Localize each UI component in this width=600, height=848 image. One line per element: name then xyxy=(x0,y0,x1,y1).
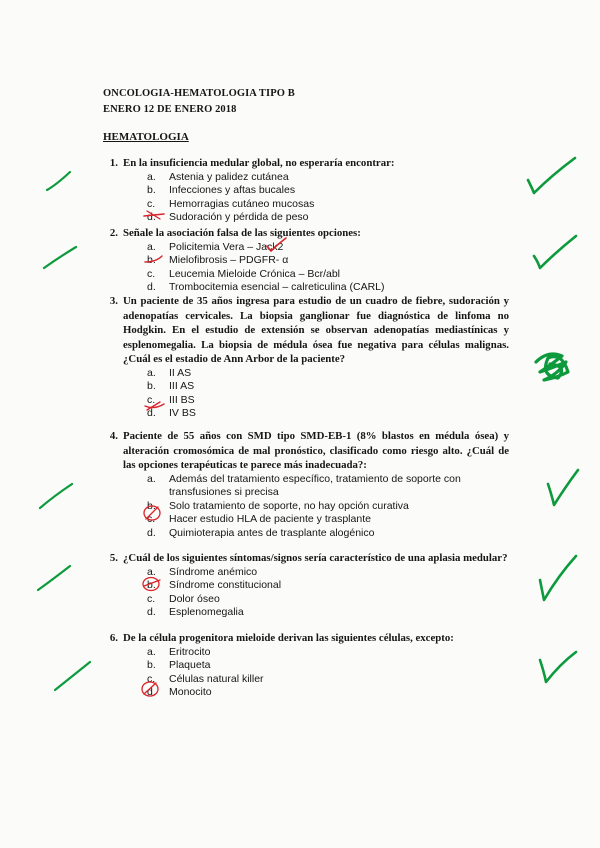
question-text: Señale la asociación falsa de las siguientes opciones: xyxy=(123,227,361,239)
option-letter: d. xyxy=(147,606,156,618)
option-letter: b. xyxy=(147,380,156,392)
option-letter: d. xyxy=(147,526,156,539)
option-text: Infecciones y aftas bucales xyxy=(169,184,296,196)
option-text: Leucemia Mieloide Crónica – Bcr/abl xyxy=(169,267,340,280)
option-letter: d. xyxy=(147,686,156,698)
right-check-mark-6 xyxy=(540,652,576,682)
option-letter: c. xyxy=(147,393,156,406)
option-c xyxy=(147,593,509,607)
question-1 xyxy=(99,156,509,225)
right-check-mark-4 xyxy=(548,470,578,505)
option-text: III AS xyxy=(169,380,195,392)
option-b xyxy=(147,500,509,514)
question-2 xyxy=(99,226,509,295)
scribble-mark xyxy=(536,354,568,380)
option-letter: a. xyxy=(147,565,156,578)
option-letter: a. xyxy=(147,366,156,379)
option-a xyxy=(147,566,509,580)
question-4 xyxy=(99,429,509,540)
question-3 xyxy=(99,294,509,421)
option-letter: c. xyxy=(147,513,156,525)
option-c xyxy=(147,198,509,212)
option-b xyxy=(147,579,509,593)
question-number: 6. xyxy=(109,632,118,644)
option-d xyxy=(147,606,509,620)
option-a xyxy=(147,646,509,660)
option-letter: a. xyxy=(147,472,156,485)
option-text: III BS xyxy=(169,393,195,406)
option-text: Solo tratamiento de soporte, no hay opción curativa xyxy=(169,499,409,512)
option-a xyxy=(147,241,509,255)
exam-date: ENERO 12 DE ENERO 2018 xyxy=(103,104,237,115)
option-text: Eritrocito xyxy=(169,645,211,658)
option-b xyxy=(147,659,509,673)
option-letter: b. xyxy=(147,579,156,591)
left-tick-mark-5 xyxy=(55,662,90,690)
left-tick-mark-3 xyxy=(40,484,72,508)
option-letter: d. xyxy=(147,211,156,223)
option-c xyxy=(147,673,509,687)
left-tick-mark-1 xyxy=(47,172,70,190)
option-text: Mielofibrosis – PDGFR- α xyxy=(169,254,289,266)
question-5 xyxy=(99,551,509,620)
right-check-mark-2 xyxy=(534,236,576,268)
option-text: Trombocitemia esencial – calreticulina (CARL) xyxy=(169,281,385,293)
question-text: ¿Cuál de los siguientes síntomas/signos sería característico de una aplasia medular? xyxy=(123,552,508,564)
question-6 xyxy=(99,631,509,700)
option-b xyxy=(147,184,509,198)
option-b xyxy=(147,380,509,394)
option-letter: a. xyxy=(147,240,156,253)
option-text: Además del tratamiento específico, tratamiento de soporte con transfusiones si precisa xyxy=(169,472,461,498)
question-text: Un paciente de 35 años ingresa para estudio de un cuadro de fiebre, sudoración y adenopatías cervicales. La biopsia ganglionar fue diagnóstica de linfoma no Hodgkin. En el estudio de extensión se observan adenopatías mediastínicas y esplenomegalia. La biopsia de médula ósea fue negativa para células malignas. ¿Cuál es el estadio de Ann Arbor de la paciente? xyxy=(123,295,509,365)
option-text: Monocito xyxy=(169,686,212,698)
option-d xyxy=(147,686,509,700)
question-number: 5. xyxy=(109,552,118,564)
question-text: Paciente de 55 años con SMD tipo SMD-EB-1 (8% blastos en médula ósea) y alteración cromosómica de mal pronóstico, clasificado como riesgo alto. ¿Cuál de las opciones terapéuticas te parece más inadecuada?: xyxy=(123,430,509,471)
option-a xyxy=(147,473,509,500)
option-c xyxy=(147,394,509,408)
option-letter: c. xyxy=(147,592,156,605)
option-d xyxy=(147,527,509,541)
option-text: Policitemia Vera – Jack2 xyxy=(169,240,284,253)
option-text: IV BS xyxy=(169,407,196,419)
option-text: Dolor óseo xyxy=(169,592,220,605)
exam-title: ONCOLOGIA-HEMATOLOGIA TIPO B xyxy=(103,88,295,99)
option-text: Hacer estudio HLA de paciente y trasplante xyxy=(169,513,371,525)
left-tick-mark-2 xyxy=(44,247,76,268)
question-number: 4. xyxy=(109,430,118,442)
question-number: 2. xyxy=(109,227,118,239)
option-text: Síndrome constitucional xyxy=(169,579,282,591)
section-title: HEMATOLOGIA xyxy=(103,131,189,143)
option-letter: b. xyxy=(147,659,156,671)
right-check-mark-5 xyxy=(540,556,576,600)
option-d xyxy=(147,281,509,295)
option-letter: a. xyxy=(147,645,156,658)
option-letter: d. xyxy=(147,281,156,293)
option-b xyxy=(147,254,509,268)
question-text: En la insuficiencia medular global, no esperaría encontrar: xyxy=(123,157,395,169)
option-text: Hemorragias cutáneo mucosas xyxy=(169,197,315,210)
option-letter: c. xyxy=(147,672,156,685)
option-text: Sudoración y pérdida de peso xyxy=(169,211,309,223)
option-text: Síndrome anémico xyxy=(169,565,258,578)
option-text: Quimioterapia antes de trasplante alogénico xyxy=(169,526,375,539)
option-a xyxy=(147,367,509,381)
left-tick-mark-4 xyxy=(38,566,70,590)
question-number: 3. xyxy=(109,295,118,307)
question-number: 1. xyxy=(109,157,118,169)
option-letter: a. xyxy=(147,170,156,183)
question-text: De la célula progenitora mieloide derivan las siguientes células, excepto: xyxy=(123,632,454,644)
option-letter: c. xyxy=(147,197,156,210)
option-text: Esplenomegalia xyxy=(169,606,244,618)
option-a xyxy=(147,171,509,185)
option-text: Plaqueta xyxy=(169,659,211,671)
option-c xyxy=(147,513,509,527)
option-letter: d. xyxy=(147,407,156,419)
option-letter: b. xyxy=(147,499,156,512)
option-text: Células natural killer xyxy=(169,672,264,685)
option-text: Astenia y palidez cutánea xyxy=(169,170,289,183)
option-letter: b. xyxy=(147,184,156,196)
option-letter: b. xyxy=(147,254,156,266)
option-letter: c. xyxy=(147,267,156,280)
option-c xyxy=(147,268,509,282)
option-d xyxy=(147,407,509,421)
right-check-mark-1 xyxy=(528,158,575,193)
option-d xyxy=(147,211,509,225)
option-text: II AS xyxy=(169,366,192,379)
